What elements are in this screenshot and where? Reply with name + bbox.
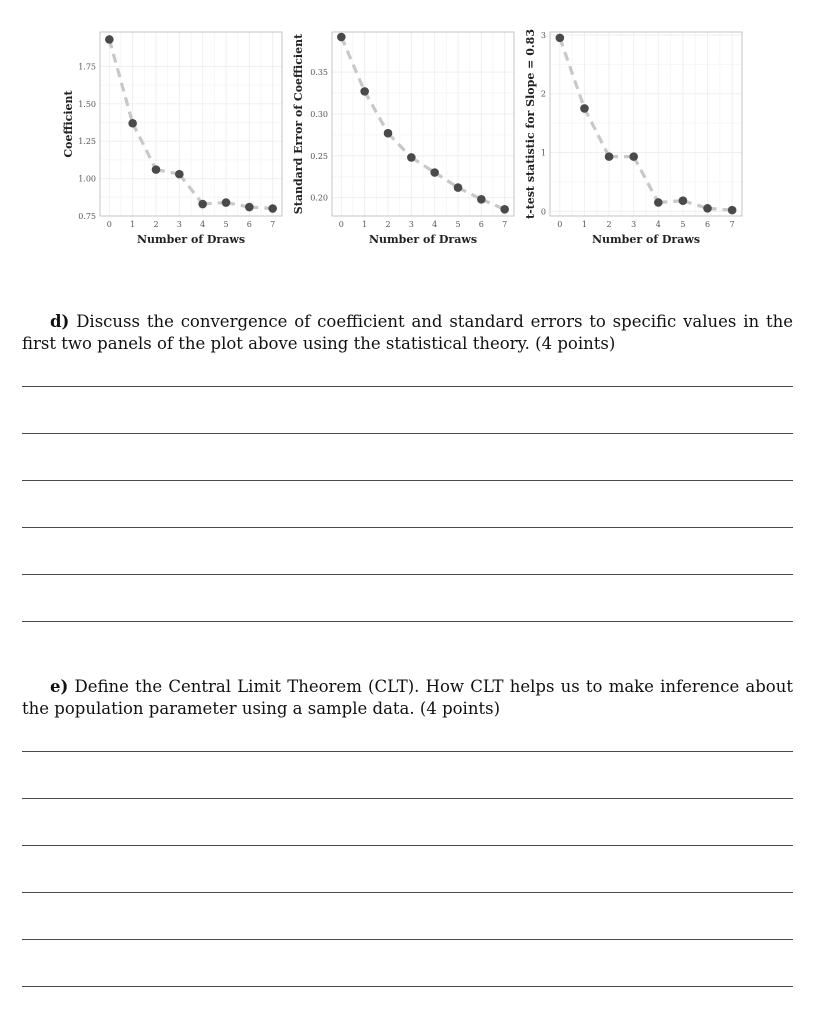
x-tick-label: 7 (270, 220, 276, 229)
data-point (198, 200, 207, 209)
x-tick-label: 0 (106, 220, 112, 229)
answer-line-e-3[interactable] (22, 845, 793, 846)
data-point (654, 198, 663, 207)
x-tick-label: 5 (680, 220, 686, 229)
question-d-text: Discuss the convergence of coefficient and standard errors to specific values in the first two panels of the plot above using the statistical theory. (4 points) (22, 312, 793, 353)
x-tick-label: 7 (729, 220, 735, 229)
question-d-label: d) (50, 312, 70, 331)
x-tick-label: 2 (606, 220, 612, 229)
x-tick-label: 7 (502, 220, 508, 229)
data-point (337, 33, 346, 42)
x-tick-label: 2 (385, 220, 391, 229)
y-tick-label: 0.30 (310, 109, 328, 119)
chart-panel-1 (62, 32, 282, 246)
chart-panel-2 (292, 32, 514, 246)
x-tick-label: 5 (223, 220, 229, 229)
y-tick-label: 0.20 (310, 193, 328, 203)
x-tick-label: 1 (130, 220, 136, 229)
x-tick-label: 6 (478, 220, 484, 229)
answer-line-d-3[interactable] (22, 480, 793, 481)
x-tick-label: 3 (631, 220, 637, 229)
chart-panel-3 (524, 29, 742, 246)
x-axis-label: Number of Draws (136, 233, 246, 246)
y-axis-label: t-test statistic for Slope = 0.83 (524, 29, 537, 219)
answer-line-e-5[interactable] (22, 939, 793, 940)
x-tick-label: 1 (581, 220, 588, 229)
answer-line-e-4[interactable] (22, 892, 793, 893)
y-tick-label: 2 (540, 89, 546, 99)
x-tick-label: 6 (246, 220, 252, 229)
answer-line-e-6[interactable] (22, 986, 793, 987)
data-point (430, 168, 439, 177)
x-tick-label: 2 (153, 220, 159, 229)
data-point (360, 87, 369, 96)
data-point (703, 204, 712, 213)
data-point (105, 35, 114, 44)
data-point (245, 203, 254, 212)
x-tick-label: 4 (432, 220, 438, 229)
y-tick-label: 1.50 (78, 99, 96, 109)
x-tick-label: 3 (408, 220, 414, 229)
y-tick-label: 0.25 (310, 151, 328, 161)
x-tick-label: 1 (362, 220, 368, 229)
data-point (175, 170, 184, 179)
y-tick-label: 1 (540, 148, 546, 158)
x-tick-label: 4 (200, 220, 206, 229)
y-tick-label: 1.75 (78, 62, 96, 72)
y-tick-label: 3 (540, 30, 546, 40)
y-axis-label: Standard Error of Coefficient (292, 33, 305, 215)
data-point (556, 34, 565, 43)
data-point (128, 119, 137, 128)
x-tick-label: 0 (338, 220, 344, 229)
y-tick-label: 0 (540, 207, 546, 217)
question-e-label: e) (50, 677, 69, 696)
y-axis-label: Coefficient (62, 90, 75, 158)
answer-line-d-2[interactable] (22, 433, 793, 434)
x-tick-label: 6 (704, 220, 711, 229)
data-point (477, 195, 486, 204)
data-point (679, 196, 688, 205)
data-point (580, 104, 589, 113)
data-point (222, 198, 231, 207)
data-point (268, 204, 277, 213)
answer-line-d-1[interactable] (22, 386, 793, 387)
y-tick-label: 0.75 (78, 212, 96, 221)
x-tick-label: 4 (655, 220, 661, 229)
data-point (454, 183, 463, 192)
data-point (605, 152, 614, 161)
data-point (407, 153, 416, 162)
data-point (629, 152, 638, 161)
x-tick-label: 3 (176, 220, 182, 229)
y-tick-label: 1.00 (78, 174, 96, 184)
x-tick-label: 0 (557, 220, 563, 229)
answer-line-d-6[interactable] (22, 621, 793, 622)
data-point (152, 165, 161, 174)
data-point (728, 206, 737, 215)
question-d (22, 311, 793, 355)
data-point (500, 205, 509, 214)
y-tick-label: 1.25 (78, 137, 96, 147)
question-e-text: Define the Central Limit Theorem (CLT). How CLT helps us to make inference about the population parameter using a sample data. (4 points) (22, 677, 794, 718)
y-tick-label: 0.35 (310, 68, 328, 78)
x-axis-label: Number of Draws (368, 233, 478, 246)
chart-panels (0, 0, 815, 260)
answer-line-d-4[interactable] (22, 527, 793, 528)
data-point (384, 129, 393, 138)
x-tick-label: 5 (455, 220, 461, 229)
answer-line-e-2[interactable] (22, 798, 793, 799)
question-e (22, 676, 793, 720)
x-axis-label: Number of Draws (591, 233, 701, 246)
answer-line-e-1[interactable] (22, 751, 793, 752)
answer-line-d-5[interactable] (22, 574, 793, 575)
